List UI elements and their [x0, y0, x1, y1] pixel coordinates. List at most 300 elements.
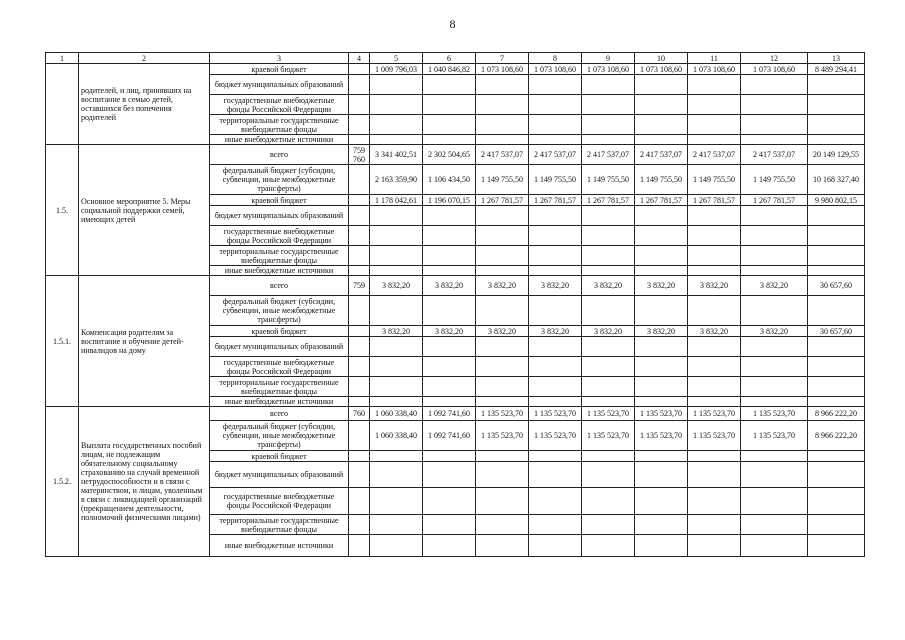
- total-value: 30 657,60: [808, 276, 865, 296]
- year-value: [529, 357, 582, 377]
- year-value: [582, 397, 635, 407]
- column-4-code: 759 760: [349, 145, 370, 165]
- year-value: [476, 488, 529, 515]
- year-value: 1 092 741,60: [423, 421, 476, 451]
- year-value: 2 417 537,07: [529, 145, 582, 165]
- funding-source: федеральный бюджет (субсидии, субвенции, иные межбюджетные трансферты): [210, 165, 349, 195]
- year-value: 1 196 070,15: [423, 195, 476, 206]
- column-header: 8: [529, 53, 582, 64]
- total-value: [808, 226, 865, 246]
- year-value: 1 135 523,70: [741, 407, 808, 421]
- year-value: [688, 357, 741, 377]
- year-value: [370, 397, 423, 407]
- funding-source: краевой бюджет: [210, 195, 349, 206]
- year-value: 2 417 537,07: [476, 145, 529, 165]
- year-value: [370, 451, 423, 462]
- year-value: [582, 357, 635, 377]
- year-value: [741, 135, 808, 145]
- funding-source: бюджет муниципальных образований: [210, 206, 349, 226]
- year-value: [370, 246, 423, 266]
- year-value: [582, 95, 635, 115]
- column-4-code: [349, 64, 370, 75]
- year-value: [370, 515, 423, 535]
- funding-source: бюджет муниципальных образований: [210, 75, 349, 95]
- year-value: [476, 357, 529, 377]
- year-value: 3 832,20: [476, 276, 529, 296]
- funding-source: всего: [210, 276, 349, 296]
- year-value: [370, 95, 423, 115]
- year-value: [635, 451, 688, 462]
- column-4-code: [349, 246, 370, 266]
- total-value: 9 980 802,15: [808, 195, 865, 206]
- year-value: [476, 515, 529, 535]
- year-value: [688, 451, 741, 462]
- year-value: [688, 226, 741, 246]
- year-value: 1 135 523,70: [635, 407, 688, 421]
- year-value: 3 832,20: [582, 276, 635, 296]
- table-row: [46, 64, 865, 75]
- year-value: [741, 397, 808, 407]
- year-value: [635, 206, 688, 226]
- year-value: 1 106 434,50: [423, 165, 476, 195]
- column-header: 13: [808, 53, 865, 64]
- year-value: 1 135 523,70: [582, 407, 635, 421]
- column-4-code: [349, 397, 370, 407]
- year-value: 3 832,20: [688, 326, 741, 337]
- year-value: [423, 75, 476, 95]
- year-value: [635, 246, 688, 266]
- funding-source: государственные внебюджетные фонды Российской Федерации: [210, 488, 349, 515]
- measure-description: Компенсация родителям за воспитание и обучение детей-инвалидов на дому: [79, 276, 210, 407]
- year-value: [741, 451, 808, 462]
- total-value: [808, 535, 865, 557]
- table-row: [46, 407, 865, 421]
- column-4-code: [349, 462, 370, 488]
- funding-source: краевой бюджет: [210, 64, 349, 75]
- year-value: [476, 246, 529, 266]
- year-value: [635, 115, 688, 135]
- year-value: 1 135 523,70: [688, 421, 741, 451]
- year-value: 1 135 523,70: [688, 407, 741, 421]
- column-4-code: [349, 357, 370, 377]
- year-value: [582, 337, 635, 357]
- year-value: 2 417 537,07: [582, 145, 635, 165]
- year-value: [741, 226, 808, 246]
- year-value: 3 832,20: [370, 326, 423, 337]
- year-value: 1 135 523,70: [529, 407, 582, 421]
- year-value: [741, 337, 808, 357]
- year-value: 3 832,20: [529, 276, 582, 296]
- year-value: [370, 266, 423, 276]
- year-value: [635, 515, 688, 535]
- year-value: 1 009 796,03: [370, 64, 423, 75]
- column-header: 11: [688, 53, 741, 64]
- column-4-code: 760: [349, 407, 370, 421]
- year-value: [423, 451, 476, 462]
- year-value: 3 832,20: [635, 276, 688, 296]
- year-value: [529, 337, 582, 357]
- column-4-code: [349, 421, 370, 451]
- year-value: [423, 246, 476, 266]
- year-value: [370, 115, 423, 135]
- year-value: [688, 296, 741, 326]
- column-header: 1: [46, 53, 79, 64]
- year-value: [529, 266, 582, 276]
- year-value: [582, 226, 635, 246]
- year-value: [476, 266, 529, 276]
- year-value: 3 832,20: [635, 326, 688, 337]
- year-value: [423, 397, 476, 407]
- year-value: [635, 95, 688, 115]
- column-header: 4: [349, 53, 370, 64]
- year-value: 2 163 359,90: [370, 165, 423, 195]
- year-value: [741, 515, 808, 535]
- year-value: 1 060 338,40: [370, 407, 423, 421]
- column-header-row: [46, 53, 865, 64]
- year-value: 1 073 108,60: [688, 64, 741, 75]
- year-value: [423, 488, 476, 515]
- column-4-code: [349, 165, 370, 195]
- total-value: [808, 462, 865, 488]
- year-value: 3 832,20: [423, 326, 476, 337]
- year-value: [741, 266, 808, 276]
- measure-description: Основное мероприятие 5. Меры социальной поддержки семей, имеющих детей: [79, 145, 210, 276]
- year-value: [582, 206, 635, 226]
- total-value: 8 489 294,41: [808, 64, 865, 75]
- year-value: 3 832,20: [529, 326, 582, 337]
- year-value: 1 135 523,70: [635, 421, 688, 451]
- column-4-code: [349, 75, 370, 95]
- year-value: [476, 377, 529, 397]
- total-value: [808, 377, 865, 397]
- funding-source: иные внебюджетные источники: [210, 266, 349, 276]
- year-value: [582, 451, 635, 462]
- year-value: 1 073 108,60: [741, 64, 808, 75]
- year-value: [741, 95, 808, 115]
- year-value: [741, 488, 808, 515]
- year-value: 1 135 523,70: [476, 407, 529, 421]
- year-value: [476, 397, 529, 407]
- year-value: [688, 488, 741, 515]
- year-value: [529, 462, 582, 488]
- column-4-code: [349, 226, 370, 246]
- year-value: 3 341 402,51: [370, 145, 423, 165]
- year-value: [370, 377, 423, 397]
- year-value: [476, 75, 529, 95]
- column-4-code: [349, 488, 370, 515]
- total-value: [808, 266, 865, 276]
- year-value: [529, 95, 582, 115]
- funding-source: бюджет муниципальных образований: [210, 337, 349, 357]
- year-value: 1 135 523,70: [582, 421, 635, 451]
- year-value: [582, 462, 635, 488]
- year-value: [688, 515, 741, 535]
- year-value: 3 832,20: [688, 276, 741, 296]
- funding-source: территориальные государственные внебюджетные фонды: [210, 377, 349, 397]
- year-value: 1 149 755,50: [635, 165, 688, 195]
- year-value: 1 149 755,50: [688, 165, 741, 195]
- column-4-code: [349, 95, 370, 115]
- year-value: 3 832,20: [741, 326, 808, 337]
- year-value: [476, 115, 529, 135]
- year-value: [529, 226, 582, 246]
- year-value: 3 832,20: [741, 276, 808, 296]
- column-4-code: [349, 337, 370, 357]
- column-header: 5: [370, 53, 423, 64]
- year-value: [582, 515, 635, 535]
- year-value: 1 040 846,82: [423, 64, 476, 75]
- total-value: [808, 451, 865, 462]
- year-value: [582, 266, 635, 276]
- year-value: 2 417 537,07: [688, 145, 741, 165]
- year-value: 1 267 781,57: [741, 195, 808, 206]
- total-value: [808, 357, 865, 377]
- year-value: [423, 337, 476, 357]
- funding-source: территориальные государственные внебюджетные фонды: [210, 115, 349, 135]
- year-value: [582, 535, 635, 557]
- column-4-code: [349, 451, 370, 462]
- year-value: [688, 462, 741, 488]
- year-value: [370, 357, 423, 377]
- year-value: [529, 206, 582, 226]
- year-value: [476, 451, 529, 462]
- year-value: 1 135 523,70: [741, 421, 808, 451]
- year-value: [423, 206, 476, 226]
- year-value: [476, 135, 529, 145]
- year-value: [423, 357, 476, 377]
- column-4-code: [349, 296, 370, 326]
- year-value: [529, 115, 582, 135]
- column-header: 10: [635, 53, 688, 64]
- funding-source: краевой бюджет: [210, 451, 349, 462]
- total-value: [808, 115, 865, 135]
- column-header: 9: [582, 53, 635, 64]
- year-value: [370, 296, 423, 326]
- total-value: [808, 337, 865, 357]
- year-value: [741, 535, 808, 557]
- year-value: [635, 296, 688, 326]
- measure-description: Выплата государственных пособий лицам, не подлежащим обязательному социальному страхованию на случай временной нетрудоспособности и в связи с материнством, и лицам, уволенным в связи с ликвидацией организаций (прекращением деятельности, полномочий физическими лицами): [79, 407, 210, 557]
- column-4-code: [349, 206, 370, 226]
- funding-source: государственные внебюджетные фонды Российской Федерации: [210, 357, 349, 377]
- year-value: [476, 206, 529, 226]
- year-value: [423, 115, 476, 135]
- year-value: [582, 115, 635, 135]
- total-value: [808, 135, 865, 145]
- funding-source: федеральный бюджет (субсидии, субвенции, иные межбюджетные трансферты): [210, 296, 349, 326]
- funding-source: всего: [210, 145, 349, 165]
- year-value: [423, 95, 476, 115]
- funding-source: федеральный бюджет (субсидии, субвенции, иные межбюджетные трансферты): [210, 421, 349, 451]
- total-value: [808, 206, 865, 226]
- year-value: [688, 135, 741, 145]
- year-value: [688, 206, 741, 226]
- year-value: 1 073 108,60: [582, 64, 635, 75]
- year-value: [582, 377, 635, 397]
- year-value: [741, 357, 808, 377]
- year-value: 1 267 781,57: [635, 195, 688, 206]
- year-value: [741, 115, 808, 135]
- year-value: [688, 95, 741, 115]
- table-row: [46, 145, 865, 165]
- year-value: [529, 296, 582, 326]
- year-value: [635, 337, 688, 357]
- year-value: [529, 377, 582, 397]
- year-value: [529, 397, 582, 407]
- column-4-code: 759: [349, 276, 370, 296]
- year-value: [688, 397, 741, 407]
- year-value: 2 417 537,07: [635, 145, 688, 165]
- funding-source: иные внебюджетные источники: [210, 397, 349, 407]
- column-4-code: [349, 135, 370, 145]
- year-value: [529, 451, 582, 462]
- funding-source: территориальные государственные внебюджетные фонды: [210, 246, 349, 266]
- year-value: [370, 462, 423, 488]
- year-value: 3 832,20: [476, 326, 529, 337]
- year-value: [529, 535, 582, 557]
- year-value: [582, 488, 635, 515]
- year-value: [741, 462, 808, 488]
- year-value: 2 302 504,65: [423, 145, 476, 165]
- column-4-code: [349, 115, 370, 135]
- column-4-code: [349, 377, 370, 397]
- column-header: 12: [741, 53, 808, 64]
- year-value: [423, 135, 476, 145]
- year-value: [635, 226, 688, 246]
- year-value: [476, 462, 529, 488]
- column-4-code: [349, 195, 370, 206]
- column-header: 2: [79, 53, 210, 64]
- year-value: [635, 357, 688, 377]
- total-value: [808, 515, 865, 535]
- year-value: 1 149 755,50: [476, 165, 529, 195]
- total-value: 8 966 222,20: [808, 407, 865, 421]
- year-value: [370, 135, 423, 145]
- column-4-code: [349, 266, 370, 276]
- funding-source: государственные внебюджетные фонды Российской Федерации: [210, 226, 349, 246]
- total-value: [808, 296, 865, 326]
- year-value: [688, 377, 741, 397]
- year-value: [370, 337, 423, 357]
- year-value: 1 073 108,60: [635, 64, 688, 75]
- year-value: [423, 296, 476, 326]
- year-value: 1 267 781,57: [529, 195, 582, 206]
- funding-source: территориальные государственные внебюджетные фонды: [210, 515, 349, 535]
- total-value: [808, 75, 865, 95]
- year-value: [529, 515, 582, 535]
- year-value: [529, 488, 582, 515]
- table-row: [46, 276, 865, 296]
- year-value: 1 267 781,57: [476, 195, 529, 206]
- year-value: [635, 135, 688, 145]
- column-header: 7: [476, 53, 529, 64]
- measure-description: родителей, и лиц, принявших на воспитание в семью детей, оставшихся без попечения родителей: [79, 64, 210, 145]
- funding-source: иные внебюджетные источники: [210, 535, 349, 557]
- total-value: [808, 246, 865, 266]
- funding-source: бюджет муниципальных образований: [210, 462, 349, 488]
- year-value: [635, 397, 688, 407]
- year-value: [635, 75, 688, 95]
- year-value: [688, 337, 741, 357]
- year-value: 2 417 537,07: [741, 145, 808, 165]
- funding-source: краевой бюджет: [210, 326, 349, 337]
- column-4-code: [349, 515, 370, 535]
- year-value: [423, 462, 476, 488]
- year-value: [529, 135, 582, 145]
- year-value: [423, 377, 476, 397]
- year-value: [688, 535, 741, 557]
- column-4-code: [349, 326, 370, 337]
- year-value: [476, 535, 529, 557]
- year-value: 1 060 338,40: [370, 421, 423, 451]
- year-value: [423, 515, 476, 535]
- year-value: 1 267 781,57: [582, 195, 635, 206]
- year-value: [370, 488, 423, 515]
- total-value: [808, 488, 865, 515]
- funding-source: государственные внебюджетные фонды Российской Федерации: [210, 95, 349, 115]
- year-value: [635, 266, 688, 276]
- year-value: 3 832,20: [423, 276, 476, 296]
- year-value: [476, 226, 529, 246]
- total-value: 30 657,60: [808, 326, 865, 337]
- year-value: 3 832,20: [370, 276, 423, 296]
- year-value: 1 073 108,60: [529, 64, 582, 75]
- year-value: [370, 206, 423, 226]
- year-value: [476, 337, 529, 357]
- year-value: [741, 206, 808, 226]
- year-value: [688, 266, 741, 276]
- year-value: [635, 488, 688, 515]
- year-value: [529, 246, 582, 266]
- year-value: [476, 95, 529, 115]
- year-value: 1 135 523,70: [529, 421, 582, 451]
- year-value: [635, 535, 688, 557]
- year-value: 1 073 108,60: [476, 64, 529, 75]
- year-value: [635, 377, 688, 397]
- year-value: [582, 135, 635, 145]
- page-number: 8: [449, 17, 456, 31]
- year-value: 1 092 741,60: [423, 407, 476, 421]
- year-value: [582, 246, 635, 266]
- row-code: 1.5.: [46, 145, 79, 276]
- year-value: [741, 377, 808, 397]
- year-value: 1 178 042,61: [370, 195, 423, 206]
- row-code: 1.5.1.: [46, 276, 79, 407]
- column-4-code: [349, 535, 370, 557]
- year-value: 3 832,20: [582, 326, 635, 337]
- year-value: [688, 246, 741, 266]
- year-value: [423, 535, 476, 557]
- year-value: [529, 75, 582, 95]
- funding-source: всего: [210, 407, 349, 421]
- year-value: [582, 75, 635, 95]
- year-value: [741, 246, 808, 266]
- year-value: [741, 75, 808, 95]
- row-code: 1.5.2.: [46, 407, 79, 557]
- year-value: [741, 296, 808, 326]
- total-value: 10 168 327,40: [808, 165, 865, 195]
- total-value: 8 966 222,20: [808, 421, 865, 451]
- year-value: 1 149 755,50: [741, 165, 808, 195]
- row-code: [46, 64, 79, 145]
- year-value: 1 149 755,50: [529, 165, 582, 195]
- year-value: [635, 462, 688, 488]
- year-value: [370, 226, 423, 246]
- year-value: [688, 115, 741, 135]
- column-header: 3: [210, 53, 349, 64]
- year-value: [423, 226, 476, 246]
- funding-source: иные внебюджетные источники: [210, 135, 349, 145]
